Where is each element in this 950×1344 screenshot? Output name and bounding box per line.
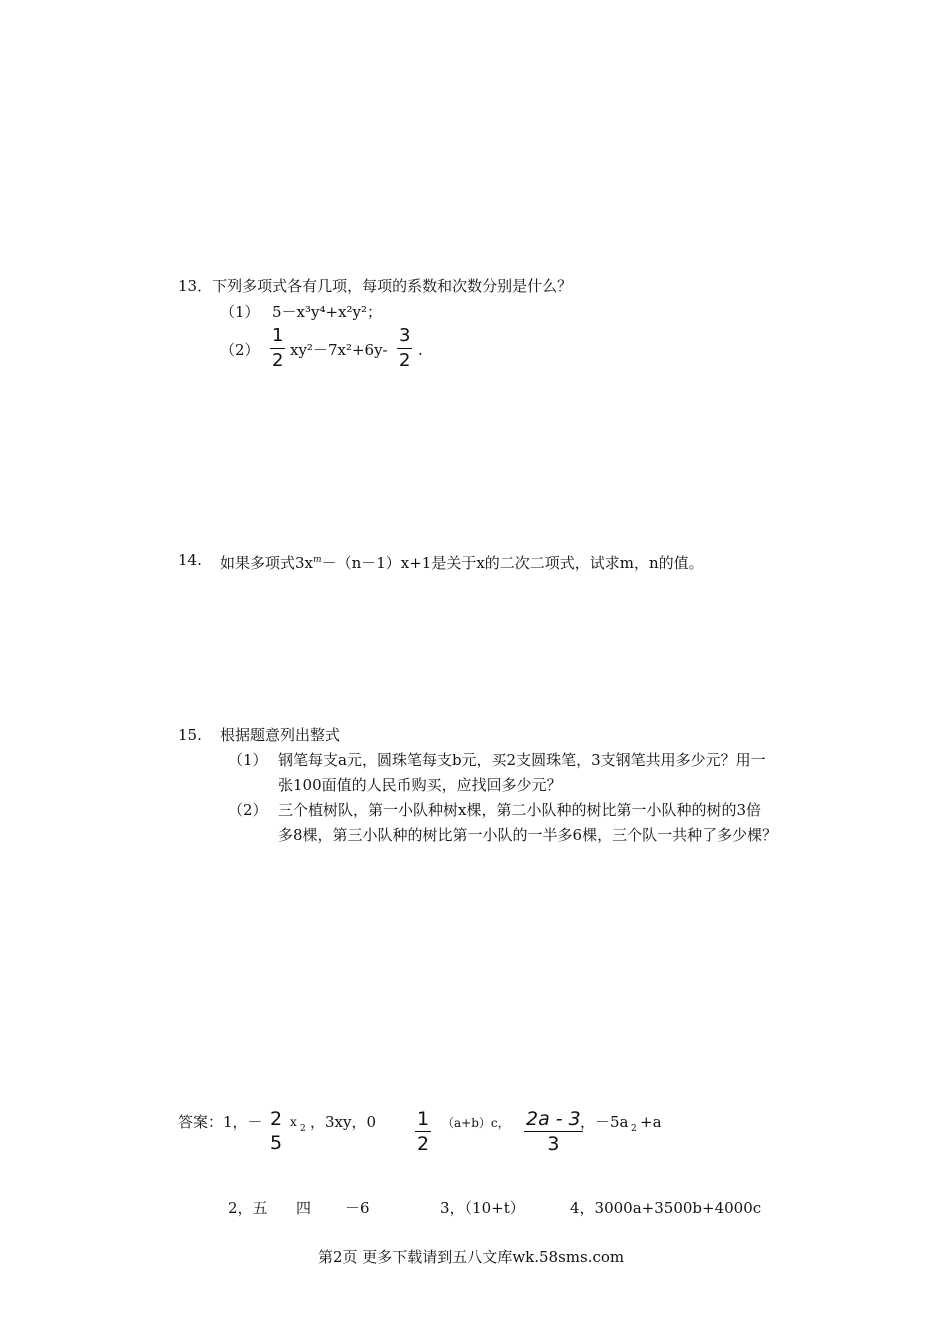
fraction-bar — [524, 1131, 583, 1132]
fraction-bar — [397, 348, 412, 349]
answer-after-first: ，3xy，0 — [310, 1113, 377, 1131]
q13-part2-middle: xy²－7x²+6y- — [290, 341, 388, 359]
q14-text-part1: 如果多项式3x — [220, 554, 314, 572]
fraction-bar — [415, 1131, 431, 1132]
fraction-denominator: 2 — [417, 1133, 430, 1155]
fraction-numerator: 1 — [417, 1108, 430, 1130]
q15-title: 根据题意列出整式 — [220, 726, 341, 744]
q15-part2-line2: 多8棵，第三小队种的树比第一小队的一半多6棵，三个队一共种了多少棵？ — [278, 826, 778, 844]
q14-text — [220, 550, 704, 573]
q13-title: 13．下列多项式各有几项，每项的系数和次数分别是什么？ — [178, 277, 573, 295]
q14-text-part2: －（n－1）x+1是关于x的二次二项式，试求m，n的值。 — [321, 554, 704, 572]
fraction-numerator: 3 — [399, 325, 411, 346]
q13-part2-label: （2） — [220, 341, 260, 359]
page-footer: 第2页 更多下载请到五八文库wk.58sms.com — [318, 1248, 625, 1266]
answers-label: 答案：1，－ — [178, 1113, 263, 1131]
q15-part1-line1: 钢笔每支a元，圆珠笔每支b元，买2支圆珠笔，3支钢笔共用多少元？用一 — [278, 751, 766, 769]
answer-fraction-two-fifths — [268, 1108, 284, 1154]
q15-part2-label: （2） — [228, 801, 268, 819]
fraction-denominator: 2 — [272, 350, 284, 371]
answer-plus-a: +a — [640, 1113, 662, 1131]
answer-after-third: ，－5a — [580, 1113, 629, 1131]
answer-after-second: （a+b）c， — [442, 1116, 510, 1130]
answer-x: x — [290, 1115, 297, 1129]
fraction-numerator: 2a - 3 — [526, 1108, 581, 1130]
answer-2-part3: －6 — [345, 1199, 370, 1217]
answer-4: 4，3000a+3500b+4000c — [570, 1199, 762, 1217]
fraction-denominator: 3 — [547, 1133, 560, 1155]
answer-fraction-half — [415, 1108, 431, 1155]
q13-part2-fraction-half — [270, 325, 285, 372]
fraction-bar — [270, 348, 285, 349]
q15-number: 15. — [178, 726, 202, 744]
q14-exponent: m — [313, 555, 322, 565]
q13-part2-period: . — [418, 341, 423, 359]
q15-part1-label: （1） — [228, 751, 268, 769]
q15-part2-line1: 三个植树队，第一小队种树x棵，第二小队种的树比第一小队种的树的3倍 — [278, 801, 762, 819]
q15-part1-line2: 张100面值的人民币购买，应找回多少元？ — [278, 776, 562, 794]
q13-part1-expression: 5－x³y⁴+x²y²； — [272, 303, 383, 321]
answer-a-subscript: 2 — [631, 1124, 637, 1134]
fraction-numerator: 2 — [270, 1108, 283, 1130]
fraction-numerator: 1 — [272, 325, 284, 346]
answer-fraction-2a-minus-3 — [524, 1108, 583, 1155]
answer-x-subscript: 2 — [300, 1124, 306, 1134]
answer-3: 3，（10+t） — [440, 1199, 525, 1217]
answer-2: 2，五 — [228, 1199, 268, 1217]
fraction-denominator: 2 — [399, 350, 411, 371]
q13-part2-fraction-three-halves — [397, 325, 412, 372]
fraction-denominator: 5 — [270, 1132, 283, 1154]
q14-number: 14. — [178, 551, 202, 569]
answer-2-part2: 四 — [296, 1199, 312, 1217]
q13-part1-label: （1） — [220, 303, 260, 321]
